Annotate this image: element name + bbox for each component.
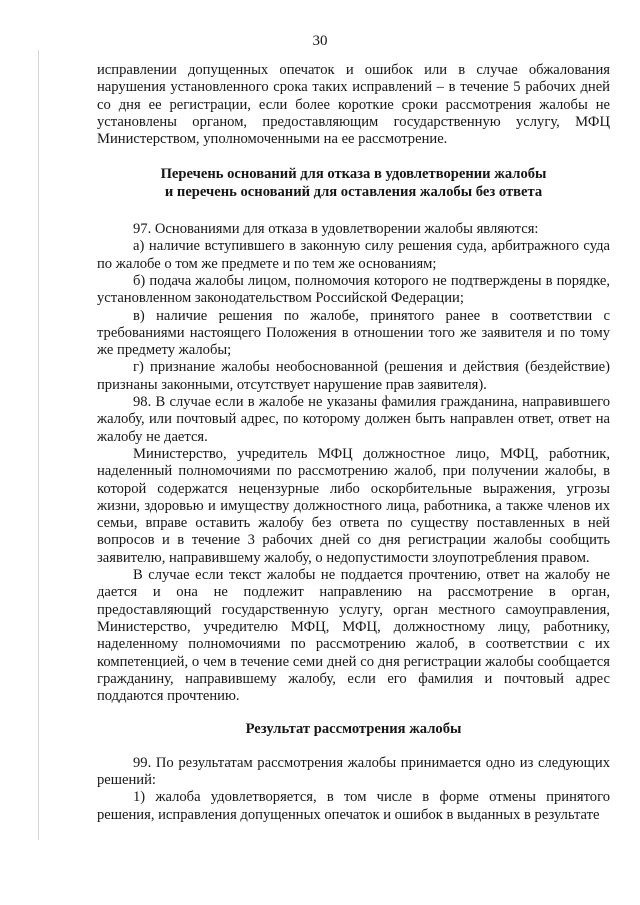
paragraph-98: 98. В случае если в жалобе не указаны фамилия гражданина, направившего жалобу, или почтовый адрес, по которому должен быть направлен ответ, ответ на жалобу не дается.: [97, 394, 610, 445]
page-number: 30: [312, 33, 328, 49]
paragraph-98-unreadable: В случае если текст жалобы не поддается прочтению, ответ на жалобу не дается и она не подлежит направлению на рассмотрение в орган, предоставляющий государственную услугу, орган местного самоуправления, Министерство, учредителю МФЦ, МФЦ, должностному лицу, работнику, наделенному полномочиями по рассмотрению жалоб, в соответствии с их компетенцией, о чем в течение семи дней со дня регистрации жалобы сообщается гражданину, направившему жалобу, если его фамилия и почтовый адрес поддаются прочтению.: [97, 567, 610, 705]
paragraph-97: 97. Основаниями для отказа в удовлетворении жалобы являются:: [133, 221, 539, 238]
scan-margin-line: [38, 50, 39, 840]
section-heading-result: Результат рассмотрения жалобы: [245, 721, 462, 738]
paragraph-99: 99. По результатам рассмотрения жалобы принимается одно из следующих решений:: [97, 754, 610, 788]
paragraph-97-v: в) наличие решения по жалобе, принятого ранее в соответствии с требованиями настоящего Положения в отношении того же заявителя и по тому же предмету жалобы;: [97, 307, 610, 359]
paragraph-98-ministry: Министерство, учредитель МФЦ должностное лицо, МФЦ, работник, наделенный полномочиями по рассмотрению жалоб, при получении жалобы, в которой содержатся нецензурные либо оскорбительные выражения, угрозы жизни, здоровью и имуществу должностного лица, работника, а также членов их семьи, вправе оставить жалобу без ответа по существу поставленных в ней вопросов и в течение 3 рабочих дней со дня регистрации жалобы сообщить заявителю, направившему жалобу, о недопустимости злоупотребления правом.: [97, 445, 610, 566]
paragraph-97-a: а) наличие вступившего в законную силу решения суда, арбитражного суда по жалобе о том же предмете и по тем же основаниям;: [97, 238, 610, 272]
paragraph-continuation: исправлении допущенных опечаток и ошибок или в случае обжалования нарушения установленного срока таких исправлений – в течение 5 рабочих дней со дня ее регистрации, если более короткие сроки рассмотрения жалобы не установлены органом, предоставляющим государственную услугу, МФЦ Министерством, уполномоченными на ее рассмотрение.: [97, 62, 610, 148]
section-heading-refusal-grounds: [97, 166, 610, 201]
paragraph-99-1: 1) жалоба удовлетворяется, в том числе в форме отмены принятого решения, исправления допущенных опечаток и ошибок в выданных в результате: [97, 789, 610, 823]
document-body: [97, 62, 610, 824]
paragraph-97-g: г) признание жалобы необоснованной (решения и действия (бездействие) признаны законными, отсутствует нарушение прав заявителя).: [97, 359, 610, 393]
paragraph-97-b: б) подача жалобы лицом, полномочия которого не подтверждены в порядке, установленном законодательством Российской Федерации;: [97, 272, 610, 307]
heading-line-1: Перечень оснований для отказа в удовлетворении жалобы: [160, 166, 547, 183]
heading-line-2: и перечень оснований для оставления жалобы без ответа: [164, 183, 543, 200]
